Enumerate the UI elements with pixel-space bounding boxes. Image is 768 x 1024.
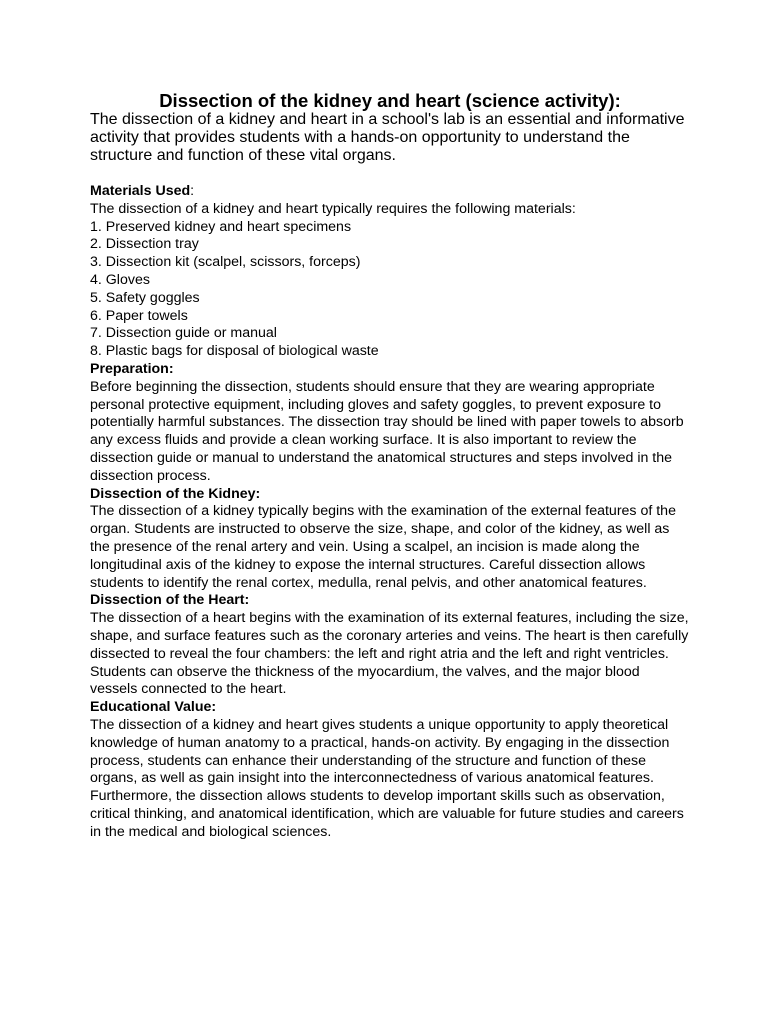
document-body xyxy=(90,183,690,841)
list-item: 2. Dissection tray xyxy=(90,236,199,253)
materials-heading-text: Materials Used xyxy=(90,183,191,199)
educational-value-text: The dissection of a kidney and heart gives students a unique opportunity to apply theoretical knowledge of human anatomy to a practical, hands-on activity. By engaging in the dissection process, students can enhance their understanding of the structure and function of these organs, as well as gain insight into the interconnectedness of various anatomical features. Furthermore, the dissection allows students to develop important skills such as observation, critical thinking, and anatomical identification, which are valuable for future studies and careers in the medical and biological sciences. xyxy=(90,716,684,840)
kidney-section xyxy=(90,486,690,593)
intro-paragraph: The dissection of a kidney and heart in a school's lab is an essential and informative activity that provides students with a hands-on opportunity to understand the structure and function of these vital organs. xyxy=(90,111,685,164)
heart-text: The dissection of a heart begins with the examination of its external features, including the size, shape, and surface features such as the coronary arteries and veins. The heart is then carefully dissected to reveal the four chambers: the left and right atria and the left and right ventricles. Students can observe the thickness of the myocardium, the valves, and the major blood vessels connected to the heart. xyxy=(90,610,689,698)
document-page xyxy=(90,90,690,841)
materials-heading xyxy=(90,183,690,201)
list-item: 6. Paper towels xyxy=(90,307,188,324)
kidney-heading: Dissection of the Kidney: xyxy=(90,485,261,502)
list-item: 3. Dissection kit (scalpel, scissors, forceps) xyxy=(90,254,361,271)
heart-heading: Dissection of the Heart: xyxy=(90,592,250,609)
preparation-text: Before beginning the dissection, students should ensure that they are wearing appropriate personal protective equipment, including gloves and safety goggles, to prevent exposure to potentially harmful substances. The dissection tray should be lined with paper towels to absorb any excess fluids and provide a clean working surface. It is also important to review the dissection guide or manual to understand the anatomical structures and steps involved in the dissection process. xyxy=(90,378,684,484)
materials-section xyxy=(90,183,690,361)
preparation-heading: Preparation: xyxy=(90,360,174,377)
list-item: 4. Gloves xyxy=(90,271,150,288)
materials-lead: The dissection of a kidney and heart typically requires the following materials: xyxy=(90,200,576,217)
list-item: 8. Plastic bags for disposal of biological waste xyxy=(90,343,379,360)
materials-list xyxy=(90,219,690,361)
list-item: 1. Preserved kidney and heart specimens xyxy=(90,218,352,235)
educational-value-section xyxy=(90,699,690,841)
list-item: 5. Safety goggles xyxy=(90,289,200,306)
heart-section xyxy=(90,592,690,699)
list-item: 7. Dissection guide or manual xyxy=(90,325,277,342)
section-spacer xyxy=(90,165,690,183)
educational-value-heading: Educational Value: xyxy=(90,699,217,716)
document-title: Dissection of the kidney and heart (science activity): xyxy=(159,90,621,111)
kidney-text: The dissection of a kidney typically begins with the examination of the external features of the organ. Students are instructed to observe the size, shape, and color of the kidney, as well as the presence of the renal artery and vein. Using a scalpel, an incision is made along the longitudinal axis of the kidney to expose the internal structures. Careful dissection allows students to identify the renal cortex, medulla, renal pelvis, and other anatomical features. xyxy=(90,503,676,591)
materials-heading-suffix: : xyxy=(190,183,195,199)
preparation-section xyxy=(90,361,690,486)
